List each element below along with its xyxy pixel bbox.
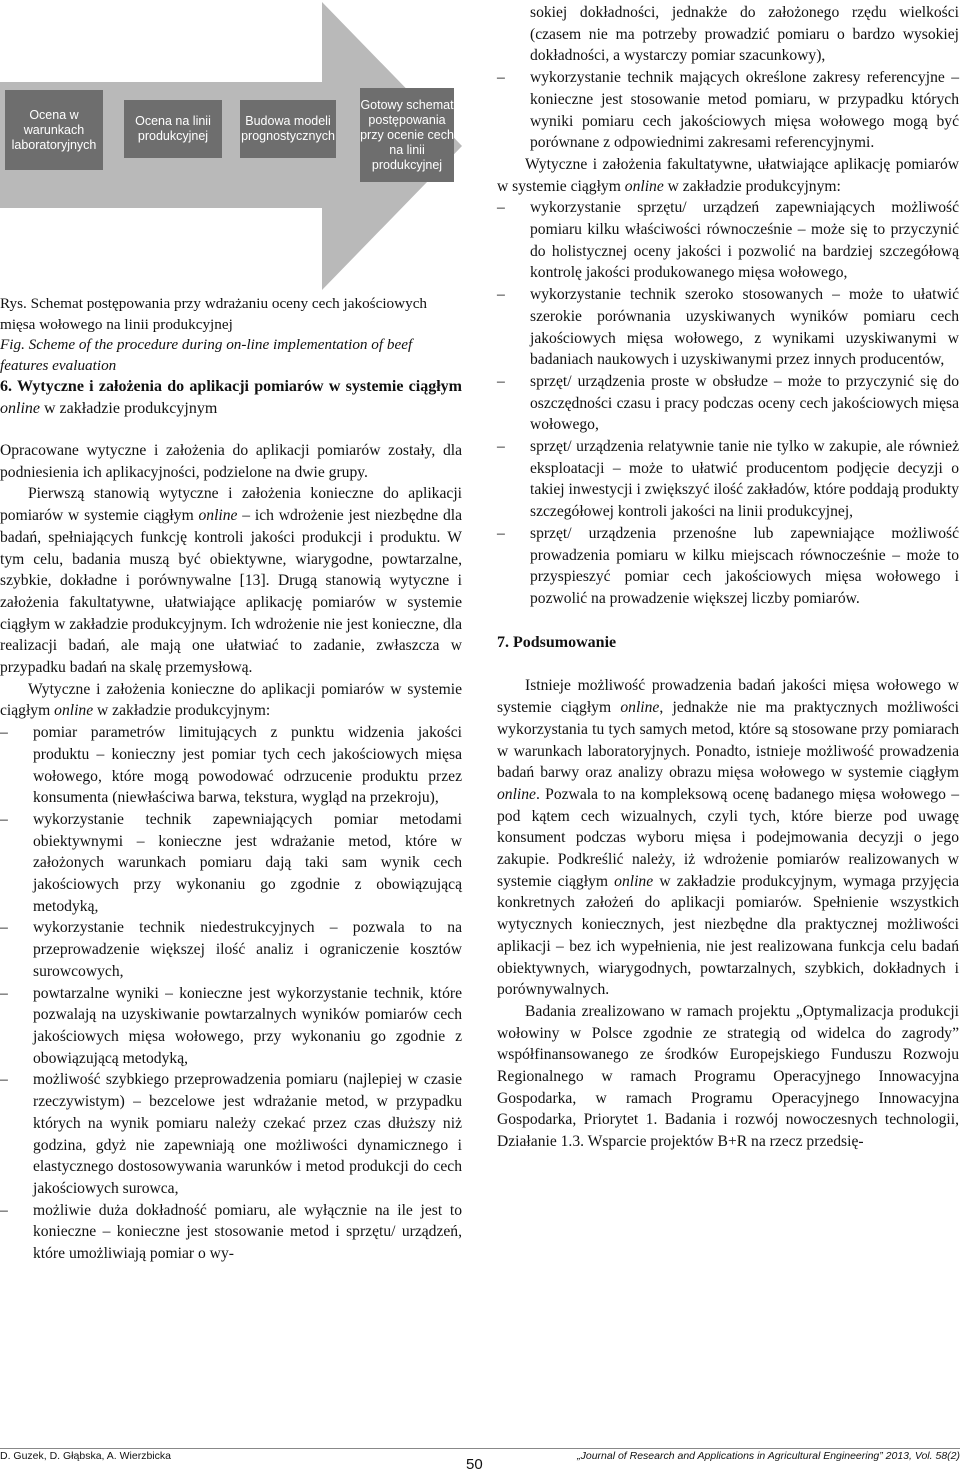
diagram-box-lab: Ocena w warunkach laboratoryjnych	[5, 90, 103, 170]
paragraph: Istnieje możliwość prowadzenia badań jakości mięsa wołowego w systemie ciągłym online, jednakże nie ma praktycznych możliwości wykorzystania tu tych samych metod, które są stosowane przy pomiarach w warunkach laboratoryjnych. Ponadto, istnieje możliwość prowadzenia badań barwy oraz analizy obrazu mięsa wołowego w systemie ciągłym online. Pozwala to na kompleksową ocenę badanego mięsa wołowego – pod kątem cech wizualnych, czyli tych, które bierze pod uwagę konsument podczas wyboru mięsa i podejmowania decyzji o jego zakupie. Podkreślić należy, iż wdrożenie pomiarów realizowanych w systemie ciągłym online w zakładzie produkcyjnym, wymaga przyjęcia konkretnych założeń do aplikacji pomiarów. Spełnienie wszystkich wytycznych koniecznych, jest niezbędne dla praktycznej możliwości aplikacji – bez ich wypełnienia, nie jest realizowana funkcja celu badań obiektywnych, wiarygodnych, powtarzalnych, szybkich, dokładnych i porównywalnych.	[497, 677, 959, 999]
paragraph: Badania zrealizowano w ramach projektu „Optymalizacja produkcji wołowiny w Polsce zgodnie ze strategią od widelca do zagrody” współfinansowanego ze środków Europejskiego Funduszu Rozwoju Regionalnego w ramach Programu Operacyjnego Innowacyjna Gospodarka, w ramach Programu Operacyjnego Innowacyjna Gospodarka, Priorytet 1. Badania i rozwój nowoczesnych technologii, Działanie 1.3. Wsparcie projektów B+R na rzecz przedsię-	[497, 1002, 959, 1151]
list-item: – wykorzystanie technik szeroko stosowanych – może to ułatwić szerokie porównania uzyskiwanych wyników pomiaru cech jakościowych mięsa wołowego, z wynikami uzyskiwanymi w badaniach naukowych i uzyskiwanymi przez innych producentów,	[497, 286, 959, 369]
diagram-box-line: Ocena na linii produkcyjnej	[124, 100, 222, 158]
list-item-continued: sokiej dokładności, jednakże do założonego rzędu wielkości (czasem nie ma potrzeby prowadzić pomiaru o bardzo wysokiej dokładności, a wystarczy pomiar szacunkowy),	[530, 4, 959, 65]
section-6-heading: 6. Wytyczne i założenia do aplikacji pomiarów w systemie ciągłym online w zakładzie produkcyjnym	[0, 378, 462, 417]
paragraph: Opracowane wytyczne i założenia do aplikacji pomiarów zostały, dla podniesienia ich aplikacyjności, podzielone na dwie grupy.	[0, 442, 462, 481]
diagram-box-ready: Gotowy schemat postępowania przy ocenie cech na linii produkcyjnej	[360, 88, 454, 182]
list-item: – pomiar parametrów limitujących z punktu widzenia jakości produktu – konieczny jest pomiar tych cech jakościowych mięsa wołowego, które mogą powodować odrzucenie produktu przez konsumenta (niewłaściwa barwa, tekstura, wygląd na przekroju),	[0, 724, 462, 807]
list-item: – wykorzystanie technik mających określone zakresy referencyjne – konieczne jest stosowanie metod pomiaru, w przypadku których wyniki pomiaru cech jakościowych mięsa wołowego mogą być porównane z odpowiednimi zakresami referencyjnymi.	[497, 69, 959, 152]
footer-authors: D. Guzek, D. Głąbska, A. Wierzbicka	[0, 1450, 171, 1462]
paragraph: Wytyczne i założenia fakultatywne, ułatwiające aplikację pomiarów w systemie ciągłym online w zakładzie produkcyjnym:	[497, 155, 959, 195]
page-number: 50	[466, 1456, 483, 1473]
figure-caption	[0, 294, 462, 376]
list-item: – wykorzystanie technik zapewniających pomiar metodami obiektywnymi – konieczne jest wdrażanie metod, które w założonych warunkach pomiaru dają taki sam wynik cech jakościowych przy wykonaniu go zgodnie z obowiązującą metodyką,	[0, 810, 462, 915]
required-guidelines-list	[0, 722, 462, 1265]
caption-pl: Rys. Schemat postępowania przy wdrażaniu oceny cech jakościowych mięsa wołowego na linii produkcyjnej	[0, 295, 428, 333]
list-item: – sprzęt/ urządzenia relatywnie tanie nie tylko w zakupie, ale również eksploatacji – może to ułatwić producentom podjęcie decyzji o takiej inwestycji i zwiększyć ilość zakładów, które poddają produkty szczegółowej kontroli jakości na linii produkcyjnej,	[497, 438, 959, 521]
list-item: – możliwość szybkiego przeprowadzenia pomiaru (najlepiej w czasie rzeczywistym) – bezcelowe jest wdrażanie metod, w przypadku których na wynik pomiaru należy czekać przez czas dłuższy niż godzina, gdyż nie zapewniają one możliwości dynamicznego i elastycznego dostosowywania warunków i metod produkcji do cech jakościowych surowca,	[0, 1071, 462, 1197]
paragraph: Wytyczne i założenia konieczne do aplikacji pomiarów w systemie ciągłym online w zakładzie produkcyjnym:	[0, 680, 462, 720]
footer-rule	[0, 1448, 960, 1449]
list-item: – wykorzystanie sprzętu/ urządzeń zapewniających możliwość pomiaru kilku właściwości równocześnie – może się to przyczynić do holistycznej oceny jakości i pozwolić na bardziej szczegółową kontrolę jakości produkowanego mięsa wołowego,	[497, 199, 959, 282]
optional-guidelines-list	[497, 197, 959, 609]
section-7-heading: 7. Podsumowanie	[497, 633, 617, 651]
list-item: – sprzęt/ urządzenia przenośne lub zapewniające możliwość prowadzenia pomiaru w kilku miejscach równocześnie – może to przyspieszyć pomiar cech jakościowych mięsa wołowego i pozwolić na prowadzenie większej liczby pomiarów.	[497, 524, 959, 607]
paragraph: Pierwszą stanowią wytyczne i założenia konieczne do aplikacji pomiarów w systemie ciągłym online – ich wdrożenie jest niezbędne dla badań, spełniających funkcję kontroli jakości produkcji i produktu. W tym celu, badania muszą być obiektywne, wiarygodne, powtarzalne, szybkie, dokładne i porównywalne [13]. Drugą stanowią wytyczne i założenia fakultatywne, ułatwiające aplikację pomiarów w systemie ciągłym w zakładzie produkcyjnym. Ich wdrożenie nie jest konieczne, dla realizacji badań, ale mają one ułatwiać to zadanie, zwłaszcza w przypadku badań na skalę przemysłową.	[0, 485, 463, 677]
list-item: – możliwie duża dokładność pomiaru, ale wyłącznie na ile jest to konieczne – konieczne jest stosowanie metod i sprzętu/ urządzeń, które umożliwiają pomiar o wy-	[0, 1201, 462, 1263]
footer-journal: „Journal of Research and Applications in Agricultural Engineering” 2013, Vol. 58(2)	[577, 1450, 960, 1462]
list-item: – wykorzystanie technik niedestrukcyjnych – pozwala to na przeprowadzenie większej ilość analiz i ograniczenie kosztów surowcowych,	[0, 919, 462, 980]
procedure-diagram	[0, 0, 462, 290]
list-item: – powtarzalne wyniki – konieczne jest wykorzystanie technik, które pozwalają na uzyskiwanie powtarzalnych wyników pomiarów cech jakościowych mięsa wołowego, przy wykonaniu go zgodnie z obowiązującą metodyką,	[0, 984, 462, 1067]
continued-list	[497, 2, 959, 154]
list-item: – sprzęt/ urządzenia proste w obsłudze – może to przyczynić się do oszczędności czasu i pracy podczas oceny cech jakościowych mięsa wołowego,	[497, 372, 959, 434]
caption-en: Fig. Scheme of the procedure during on-line implementation of beef features evaluation	[0, 336, 413, 374]
diagram-box-models: Budowa modeli prognostycznych	[240, 100, 336, 158]
page-footer	[0, 1448, 960, 1477]
section-6	[0, 376, 462, 1265]
